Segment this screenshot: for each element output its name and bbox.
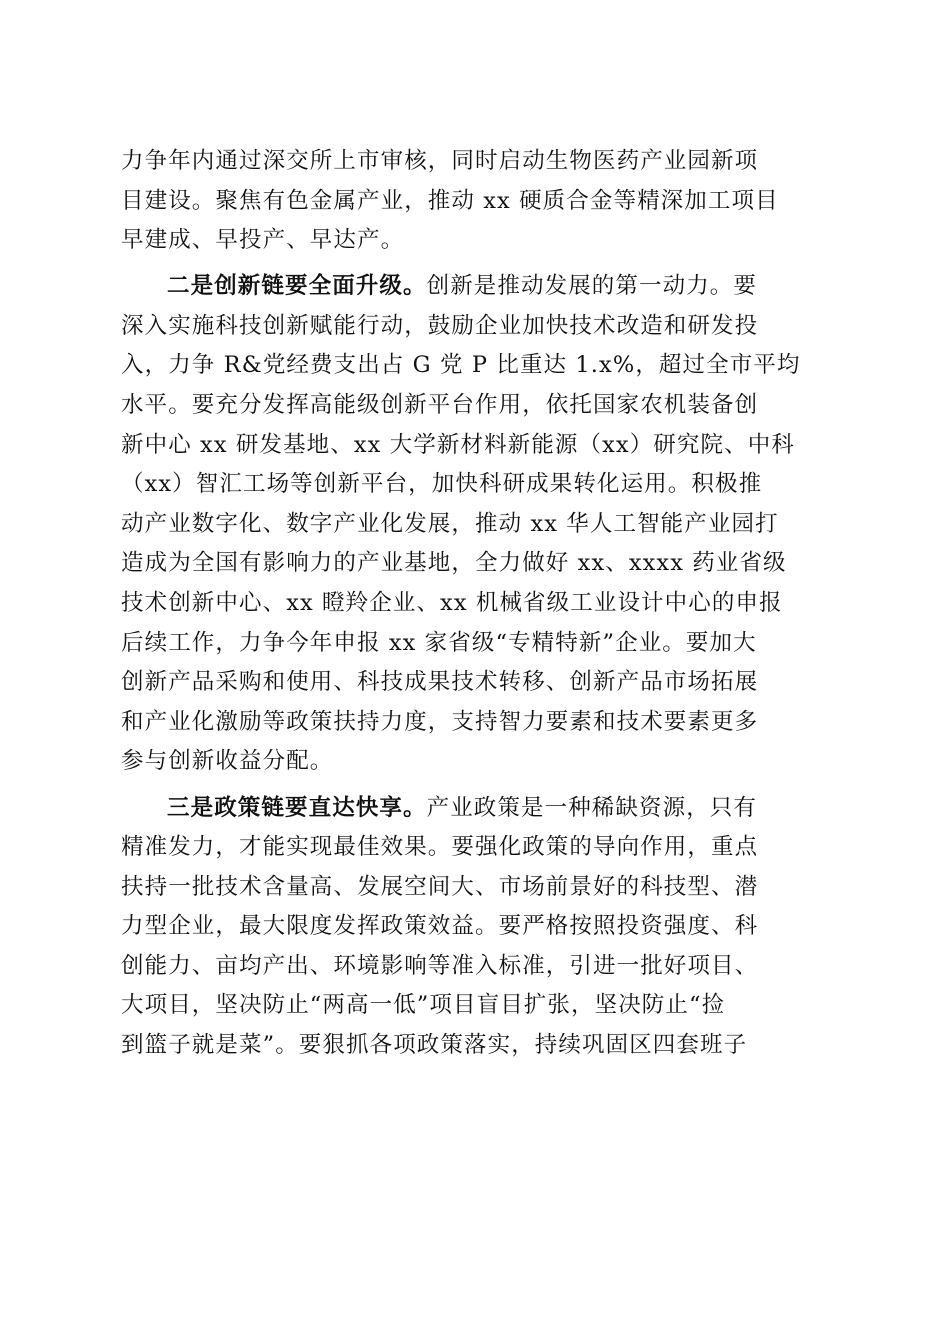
paragraph-first-line-text: 产业政策是一种稀缺资源，只有 [426, 794, 758, 821]
paragraph-first-line [121, 789, 829, 829]
text-line: 大项目，坚决防止“两高一低”项目盲目扩张，坚决防止“捡 [121, 992, 726, 1019]
text-line: 到篮子就是菜”。要狠抓各项政策落实，持续巩固区四套班子 [121, 1032, 748, 1059]
text-line: 力型企业，最大限度发挥政策效益。要严格按照投资强度、科 [121, 913, 759, 940]
paragraph-first-line [121, 267, 829, 307]
document-body [121, 142, 829, 1066]
text-line: （xx）智汇工场等创新平台，加快科研成果转化运用。积极推 [121, 471, 763, 498]
paragraph-heading: 二是创新链要全面升级。 [167, 273, 427, 300]
text-line: 动产业数字化、数字产业化发展，推动 xx 华人工智能产业园打 [121, 510, 779, 537]
paragraph-heading: 三是政策链要直达快享。 [167, 794, 427, 821]
text-line: 造成为全国有影响力的产业基地，全力做好 xx、xxxx 药业省级 [121, 550, 787, 577]
text-line: 扶持一批技术含量高、发展空间大、市场前景好的科技型、潜 [121, 873, 759, 900]
text-line: 创新产品采购和使用、科技成果技术转移、创新产品市场拓展 [121, 669, 759, 696]
text-line: 后续工作，力争今年申报 xx 家省级“专精特新”企业。要加大 [121, 629, 757, 656]
paragraph-3 [121, 789, 829, 1066]
text-line: 入，力争 R&党经费支出占 G 党 P 比重达 1.x%，超过全市平均 [121, 352, 801, 379]
paragraph-2 [121, 267, 829, 782]
paragraph-1 [121, 142, 829, 261]
text-line: 水平。要充分发挥高能级创新平台作用，依托国家农机装备创 [121, 392, 759, 419]
text-line: 技术创新中心、xx 瞪羚企业、xx 机械省级工业设计中心的申报 [121, 590, 783, 617]
text-line: 力争年内通过深交所上市审核，同时启动生物医药产业园新项 [121, 148, 759, 174]
text-line: 参与创新收益分配。 [121, 748, 334, 775]
text-line: 深入实施科技创新赋能行动，鼓励企业加快技术改造和研发投 [121, 312, 759, 339]
text-line: 创能力、亩均产出、环境影响等准入标准，引进一批好项目、 [121, 952, 759, 979]
text-line: 目建设。聚焦有色金属产业，推动 xx 硬质合金等精深加工项目 [121, 187, 779, 214]
text-line: 精准发力，才能实现最佳效果。要强化政策的导向作用，重点 [121, 834, 759, 861]
text-line: 新中心 xx 研发基地、xx 大学新材料新能源（xx）研究院、中科 [121, 431, 795, 458]
paragraph-first-line-text: 创新是推动发展的第一动力。要 [426, 273, 758, 300]
text-line: 和产业化激励等政策扶持力度，支持智力要素和技术要素更多 [121, 708, 759, 735]
text-line: 早建成、早投产、早达产。 [121, 227, 405, 254]
